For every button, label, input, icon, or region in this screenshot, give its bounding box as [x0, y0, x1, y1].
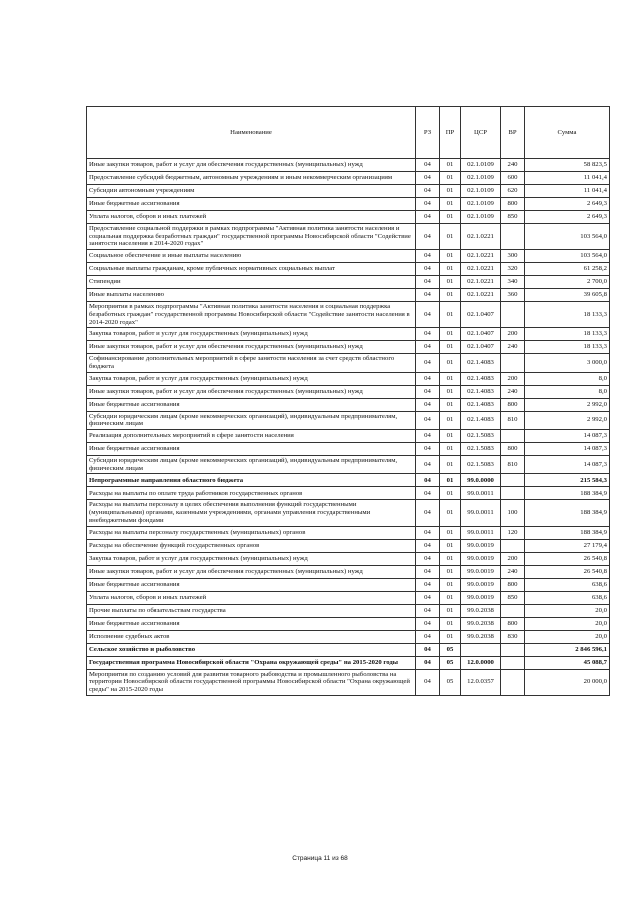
cell-csr: 02.1.0109: [461, 172, 501, 185]
table-row: [87, 224, 610, 250]
cell-sum: 638,6: [525, 578, 610, 591]
cell-vr: [501, 224, 525, 250]
cell-sum: 45 088,7: [525, 656, 610, 669]
table-row: [87, 172, 610, 185]
cell-vr: 300: [501, 250, 525, 263]
cell-vr: 850: [501, 591, 525, 604]
cell-name: Иные выплаты населению: [87, 289, 416, 302]
cell-sum: 14 087,3: [525, 456, 610, 474]
cell-rz: 04: [416, 456, 440, 474]
cell-pr: 01: [440, 474, 461, 487]
cell-rz: 04: [416, 591, 440, 604]
cell-csr: 02.1.0407: [461, 328, 501, 341]
cell-csr: 02.1.4083: [461, 354, 501, 372]
cell-pr: 01: [440, 456, 461, 474]
cell-csr: 02.1.4083: [461, 398, 501, 411]
cell-sum: 20,0: [525, 617, 610, 630]
cell-csr: 99.0.0019: [461, 591, 501, 604]
cell-sum: 103 564,0: [525, 224, 610, 250]
table-row: [87, 443, 610, 456]
table-row: [87, 578, 610, 591]
cell-rz: 04: [416, 500, 440, 526]
cell-csr: 02.1.0221: [461, 224, 501, 250]
cell-rz: 04: [416, 656, 440, 669]
cell-sum: 188 384,9: [525, 487, 610, 500]
cell-vr: [501, 604, 525, 617]
cell-rz: 04: [416, 250, 440, 263]
cell-csr: 99.0.2038: [461, 617, 501, 630]
cell-vr: 800: [501, 578, 525, 591]
cell-sum: 11 041,4: [525, 185, 610, 198]
cell-sum: 2 992,0: [525, 398, 610, 411]
cell-vr: [501, 656, 525, 669]
cell-name: Иные закупки товаров, работ и услуг для обеспечения государственных (муниципальных) нужд: [87, 565, 416, 578]
header-sum: Сумма: [525, 107, 610, 159]
cell-rz: 04: [416, 443, 440, 456]
cell-name: Уплата налогов, сборов и иных платежей: [87, 211, 416, 224]
cell-name: Иные закупки товаров, работ и услуг для обеспечения государственных (муниципальных) нужд: [87, 341, 416, 354]
cell-pr: 01: [440, 604, 461, 617]
cell-name: Расходы на выплаты персоналу в целях обеспечения выполнения функций государственными (муниципальными) органами, казенными учреждениями, органами управления государственными внебюджетными фондами: [87, 500, 416, 526]
cell-sum: 8,0: [525, 372, 610, 385]
cell-csr: 02.1.0109: [461, 211, 501, 224]
cell-csr: 02.1.0221: [461, 250, 501, 263]
table-row: [87, 411, 610, 429]
cell-name: Непрограммные направления областного бюджета: [87, 474, 416, 487]
cell-sum: 2 649,3: [525, 198, 610, 211]
cell-name: Субсидии юридическим лицам (кроме некоммерческих организаций), индивидуальным предпринимателям, физическим лицам: [87, 411, 416, 429]
cell-vr: 830: [501, 630, 525, 643]
table-row: [87, 474, 610, 487]
cell-name: Реализация дополнительных мероприятий в сфере занятости населения: [87, 430, 416, 443]
cell-pr: 01: [440, 578, 461, 591]
table-row: [87, 591, 610, 604]
cell-csr: 02.1.5083: [461, 430, 501, 443]
cell-rz: 04: [416, 487, 440, 500]
cell-csr: 02.1.0109: [461, 198, 501, 211]
cell-vr: 360: [501, 289, 525, 302]
cell-csr: 02.1.0407: [461, 341, 501, 354]
cell-csr: 02.1.0407: [461, 302, 501, 328]
cell-vr: 200: [501, 372, 525, 385]
cell-pr: 01: [440, 617, 461, 630]
table-row: [87, 198, 610, 211]
cell-name: Субсидии юридическим лицам (кроме некоммерческих организаций), индивидуальным предпринимателям, физическим лицам: [87, 456, 416, 474]
cell-vr: [501, 487, 525, 500]
cell-pr: 01: [440, 630, 461, 643]
cell-rz: 04: [416, 211, 440, 224]
cell-sum: 2 700,0: [525, 276, 610, 289]
cell-rz: 04: [416, 289, 440, 302]
cell-rz: 04: [416, 643, 440, 656]
table-row: [87, 263, 610, 276]
cell-csr: 02.1.4083: [461, 385, 501, 398]
cell-sum: 14 087,3: [525, 430, 610, 443]
table-row: [87, 385, 610, 398]
cell-vr: 600: [501, 172, 525, 185]
table-row: [87, 630, 610, 643]
budget-table: [86, 106, 610, 696]
cell-pr: 01: [440, 198, 461, 211]
table-row: [87, 500, 610, 526]
cell-pr: 01: [440, 385, 461, 398]
table-row: [87, 539, 610, 552]
cell-vr: 200: [501, 328, 525, 341]
cell-vr: 800: [501, 198, 525, 211]
cell-vr: 240: [501, 565, 525, 578]
cell-rz: 04: [416, 159, 440, 172]
page-footer: Страница 11 из 68: [292, 855, 348, 862]
cell-pr: 01: [440, 539, 461, 552]
cell-rz: 04: [416, 224, 440, 250]
cell-sum: 26 540,8: [525, 565, 610, 578]
cell-name: Иные бюджетные ассигнования: [87, 398, 416, 411]
table-row: [87, 669, 610, 695]
cell-pr: 01: [440, 328, 461, 341]
cell-pr: 01: [440, 500, 461, 526]
cell-name: Исполнение судебных актов: [87, 630, 416, 643]
cell-sum: 188 384,9: [525, 500, 610, 526]
cell-csr: 99.0.0019: [461, 565, 501, 578]
cell-pr: 01: [440, 354, 461, 372]
cell-name: Расходы на выплаты персоналу государственных (муниципальных) органов: [87, 526, 416, 539]
cell-rz: 04: [416, 341, 440, 354]
cell-vr: 800: [501, 398, 525, 411]
cell-sum: 58 823,5: [525, 159, 610, 172]
cell-pr: 01: [440, 159, 461, 172]
cell-sum: 20 000,0: [525, 669, 610, 695]
cell-csr: 02.1.5083: [461, 443, 501, 456]
cell-name: Иные бюджетные ассигнования: [87, 617, 416, 630]
cell-sum: 14 087,3: [525, 443, 610, 456]
cell-rz: 04: [416, 372, 440, 385]
table-row: [87, 372, 610, 385]
cell-rz: 04: [416, 669, 440, 695]
cell-vr: [501, 302, 525, 328]
table-row: [87, 341, 610, 354]
cell-sum: 18 133,3: [525, 341, 610, 354]
cell-pr: 01: [440, 443, 461, 456]
table-row: [87, 487, 610, 500]
cell-name: Социальные выплаты гражданам, кроме публичных нормативных социальных выплат: [87, 263, 416, 276]
cell-rz: 04: [416, 411, 440, 429]
cell-sum: 61 258,2: [525, 263, 610, 276]
cell-pr: 01: [440, 487, 461, 500]
cell-csr: 99.0.0011: [461, 500, 501, 526]
cell-sum: 18 133,3: [525, 302, 610, 328]
cell-sum: 638,6: [525, 591, 610, 604]
table-row: [87, 328, 610, 341]
table-row: [87, 302, 610, 328]
cell-pr: 01: [440, 526, 461, 539]
cell-name: Прочие выплаты по обязательствам государства: [87, 604, 416, 617]
cell-name: Иные закупки товаров, работ и услуг для обеспечения государственных (муниципальных) нужд: [87, 159, 416, 172]
cell-name: Софинансирование дополнительных мероприятий в сфере занятости населения за счет средств областного бюджета: [87, 354, 416, 372]
cell-sum: 3 000,0: [525, 354, 610, 372]
cell-csr: 99.0.0011: [461, 526, 501, 539]
header-csr: ЦСР: [461, 107, 501, 159]
cell-pr: 01: [440, 172, 461, 185]
table-row: [87, 159, 610, 172]
table-row: [87, 354, 610, 372]
cell-name: Социальное обеспечение и иные выплаты населению: [87, 250, 416, 263]
cell-vr: 320: [501, 263, 525, 276]
cell-rz: 04: [416, 617, 440, 630]
cell-name: Сельское хозяйство и рыболовство: [87, 643, 416, 656]
cell-vr: 200: [501, 552, 525, 565]
cell-name: Расходы на обеспечение функций государственных органов: [87, 539, 416, 552]
cell-sum: 188 384,9: [525, 526, 610, 539]
cell-name: Закупка товаров, работ и услуг для государственных (муниципальных) нужд: [87, 372, 416, 385]
cell-rz: 04: [416, 185, 440, 198]
cell-sum: 20,0: [525, 630, 610, 643]
table-header-row: [87, 107, 610, 159]
table-row: [87, 526, 610, 539]
cell-name: Мероприятия в рамках подпрограммы "Активная политика занятости населения и социальная поддержка безработных граждан" государственной программы Новосибирской области "Содействие занятости населения в 2014-2020 годах": [87, 302, 416, 328]
cell-sum: 20,0: [525, 604, 610, 617]
cell-rz: 04: [416, 552, 440, 565]
cell-csr: 02.1.0109: [461, 185, 501, 198]
table-row: [87, 456, 610, 474]
cell-vr: [501, 430, 525, 443]
cell-csr: 99.0.2038: [461, 630, 501, 643]
table-row: [87, 430, 610, 443]
cell-name: Закупка товаров, работ и услуг для государственных (муниципальных) нужд: [87, 552, 416, 565]
cell-name: Иные бюджетные ассигнования: [87, 198, 416, 211]
cell-rz: 04: [416, 604, 440, 617]
cell-csr: 12.0.0000: [461, 656, 501, 669]
cell-csr: 99.0.0000: [461, 474, 501, 487]
cell-pr: 01: [440, 185, 461, 198]
cell-name: Субсидии автономным учреждениям: [87, 185, 416, 198]
cell-vr: 340: [501, 276, 525, 289]
cell-rz: 04: [416, 398, 440, 411]
cell-rz: 04: [416, 578, 440, 591]
cell-sum: 26 540,8: [525, 552, 610, 565]
cell-name: Закупка товаров, работ и услуг для государственных (муниципальных) нужд: [87, 328, 416, 341]
cell-name: Иные бюджетные ассигнования: [87, 443, 416, 456]
cell-rz: 04: [416, 354, 440, 372]
header-pr: ПР: [440, 107, 461, 159]
table-row: [87, 604, 610, 617]
cell-sum: 2 846 596,1: [525, 643, 610, 656]
cell-rz: 04: [416, 430, 440, 443]
cell-name: Расходы на выплаты по оплате труда работников государственных органов: [87, 487, 416, 500]
cell-sum: 11 041,4: [525, 172, 610, 185]
header-name: Наименование: [87, 107, 416, 159]
header-vr: ВР: [501, 107, 525, 159]
cell-pr: 01: [440, 341, 461, 354]
cell-pr: 01: [440, 430, 461, 443]
cell-pr: 01: [440, 591, 461, 604]
cell-rz: 04: [416, 198, 440, 211]
cell-rz: 04: [416, 630, 440, 643]
cell-pr: 01: [440, 302, 461, 328]
cell-vr: [501, 643, 525, 656]
cell-vr: 240: [501, 385, 525, 398]
table-row: [87, 552, 610, 565]
cell-csr: [461, 643, 501, 656]
cell-sum: 27 179,4: [525, 539, 610, 552]
cell-rz: 04: [416, 263, 440, 276]
cell-name: Иные бюджетные ассигнования: [87, 578, 416, 591]
cell-rz: 04: [416, 276, 440, 289]
cell-csr: 02.1.5083: [461, 456, 501, 474]
table-row: [87, 185, 610, 198]
table-row: [87, 276, 610, 289]
cell-vr: [501, 669, 525, 695]
cell-pr: 01: [440, 552, 461, 565]
cell-rz: 04: [416, 526, 440, 539]
cell-vr: 810: [501, 411, 525, 429]
cell-pr: 01: [440, 211, 461, 224]
cell-csr: 99.0.2038: [461, 604, 501, 617]
cell-sum: 18 133,3: [525, 328, 610, 341]
cell-sum: 103 564,0: [525, 250, 610, 263]
header-rz: РЗ: [416, 107, 440, 159]
cell-pr: 01: [440, 411, 461, 429]
cell-rz: 04: [416, 539, 440, 552]
cell-pr: 05: [440, 669, 461, 695]
cell-pr: 01: [440, 398, 461, 411]
cell-csr: 02.1.0109: [461, 159, 501, 172]
cell-pr: 01: [440, 565, 461, 578]
cell-name: Предоставление социальной поддержки в рамках подпрограммы "Активная политика занятости населения и социальная поддержка безработных граждан" государственной программы Новосибирской области "Содействие занятости населения в 2014-2020 годах": [87, 224, 416, 250]
cell-pr: 05: [440, 656, 461, 669]
table-row: [87, 211, 610, 224]
cell-vr: 120: [501, 526, 525, 539]
cell-rz: 04: [416, 474, 440, 487]
cell-rz: 04: [416, 172, 440, 185]
cell-sum: 39 605,8: [525, 289, 610, 302]
cell-rz: 04: [416, 328, 440, 341]
cell-sum: 215 584,3: [525, 474, 610, 487]
cell-sum: 8,0: [525, 385, 610, 398]
table-row: [87, 617, 610, 630]
cell-csr: 99.0.0019: [461, 539, 501, 552]
cell-csr: 02.1.0221: [461, 263, 501, 276]
cell-pr: 01: [440, 276, 461, 289]
cell-name: Уплата налогов, сборов и иных платежей: [87, 591, 416, 604]
cell-vr: [501, 539, 525, 552]
cell-vr: 850: [501, 211, 525, 224]
cell-vr: 810: [501, 456, 525, 474]
table-row: [87, 643, 610, 656]
cell-csr: 12.0.0357: [461, 669, 501, 695]
cell-vr: [501, 474, 525, 487]
cell-vr: 800: [501, 443, 525, 456]
cell-name: Иные закупки товаров, работ и услуг для обеспечения государственных (муниципальных) нужд: [87, 385, 416, 398]
cell-sum: 2 649,3: [525, 211, 610, 224]
cell-sum: 2 992,0: [525, 411, 610, 429]
table-row: [87, 398, 610, 411]
table-row: [87, 565, 610, 578]
cell-name: Мероприятия по созданию условий для развития товарного рыбоводства и промышленного рыболовства на территории Новосибирской области государственной программы Новосибирской области "Охрана окружающей среды" на 2015-2020 годы: [87, 669, 416, 695]
cell-vr: 240: [501, 341, 525, 354]
cell-csr: 02.1.4083: [461, 372, 501, 385]
cell-vr: 620: [501, 185, 525, 198]
cell-rz: 04: [416, 385, 440, 398]
cell-pr: 01: [440, 372, 461, 385]
cell-csr: 99.0.0011: [461, 487, 501, 500]
cell-name: Стипендии: [87, 276, 416, 289]
cell-pr: 01: [440, 289, 461, 302]
cell-csr: 02.1.0221: [461, 276, 501, 289]
cell-vr: 240: [501, 159, 525, 172]
cell-pr: 05: [440, 643, 461, 656]
cell-pr: 01: [440, 224, 461, 250]
cell-rz: 04: [416, 302, 440, 328]
cell-csr: 99.0.0019: [461, 552, 501, 565]
cell-vr: 100: [501, 500, 525, 526]
cell-csr: 02.1.0221: [461, 289, 501, 302]
cell-csr: 99.0.0019: [461, 578, 501, 591]
cell-name: Государственная программа Новосибирской области "Охрана окружающей среды" на 2015-2020 годы: [87, 656, 416, 669]
cell-pr: 01: [440, 250, 461, 263]
cell-vr: 800: [501, 617, 525, 630]
cell-csr: 02.1.4083: [461, 411, 501, 429]
cell-rz: 04: [416, 565, 440, 578]
table-row: [87, 656, 610, 669]
table-row: [87, 289, 610, 302]
cell-vr: [501, 354, 525, 372]
cell-pr: 01: [440, 263, 461, 276]
cell-name: Предоставление субсидий бюджетным, автономным учреждениям и иным некоммерческим организациям: [87, 172, 416, 185]
table-row: [87, 250, 610, 263]
